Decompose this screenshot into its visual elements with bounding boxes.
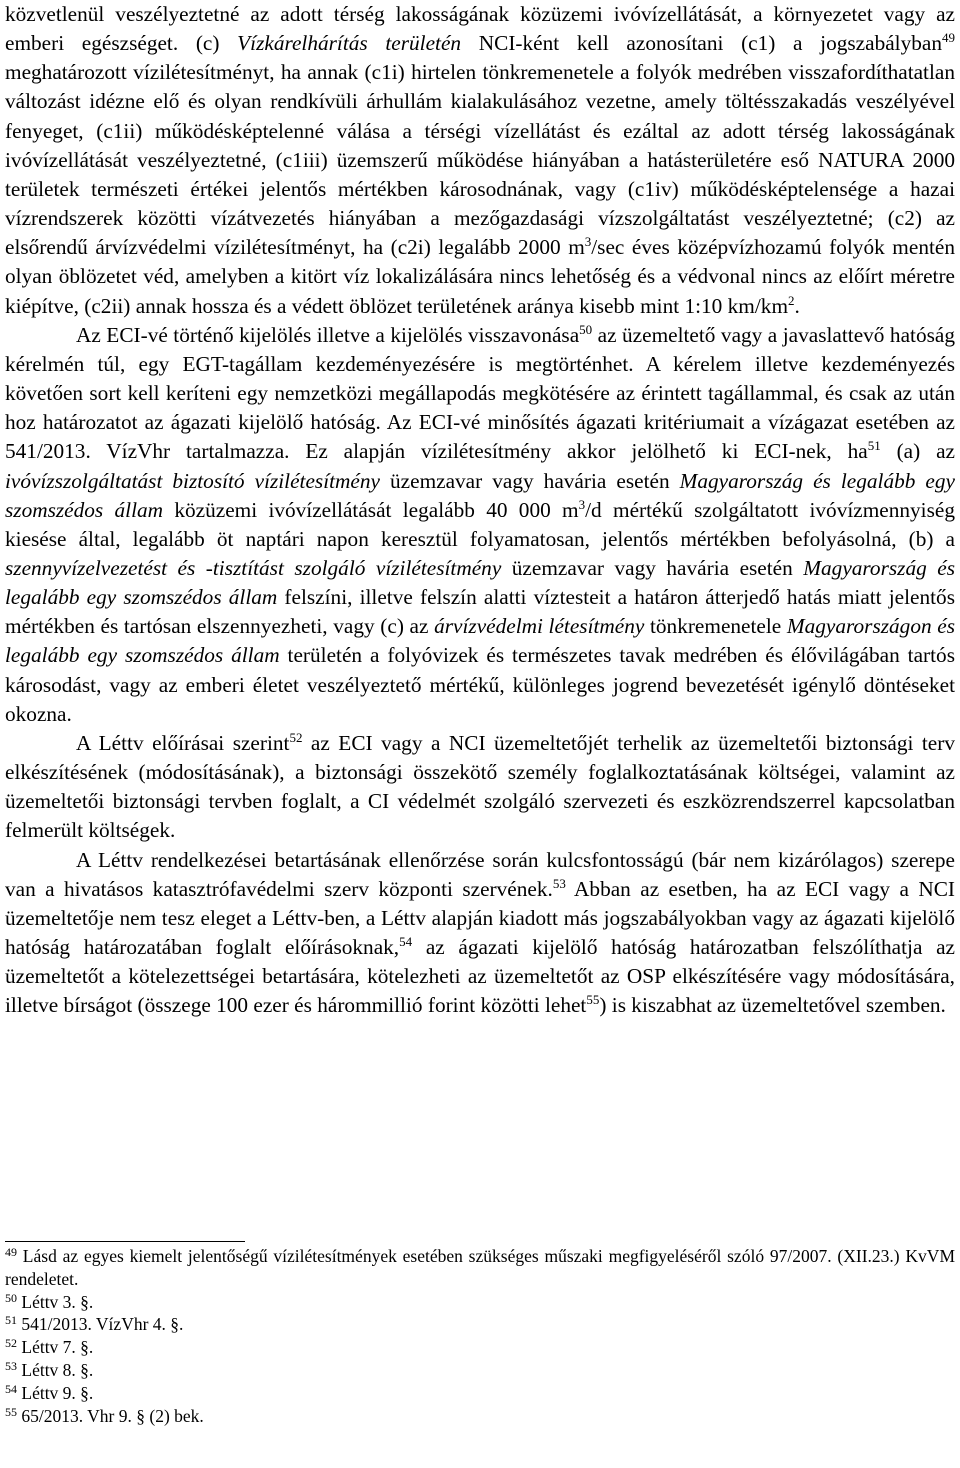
italic-text: Magyarország és legalább egy szomszédos állam — [5, 468, 955, 522]
italic-text: Magyarország és legalább egy szomszédos állam — [5, 555, 955, 610]
footnotes — [5, 1241, 955, 1427]
italic-text: árvízvédelmi létesítmény — [434, 614, 645, 639]
footnote-item — [5, 1313, 955, 1336]
footnote-list — [5, 1245, 955, 1427]
text-run: közvetlenül veszélyeztetné az adott térség lakosságának közüzemi ivóvízellátását, a környezetet vagy az emberi egészséget. (c) — [5, 2, 955, 56]
footnote-number: 53 — [5, 1358, 17, 1373]
footnote-ref: 55 — [586, 992, 600, 1008]
text-run: üzemzavar vagy havária esetén — [501, 555, 804, 580]
text-run: az ágazati kijelölő hatóság határozatban felszólíthatja az üzemeltetőt a kötelezettségei betartására, kötelezheti az üzemeltetőt az OSP elkészítésére vagy módosítására, illetve bírságot (összege 100 ezer és hárommillió forint közötti lehet — [5, 935, 956, 1018]
text-run: területén a folyóvizek és természetes tavak medrében és élővilágában tartós károsodást, vagy az emberi életet veszélyeztető mértékű, különleges jogrend bevezetését igénylő döntéseket okozna. — [5, 643, 955, 726]
footnote-ref: 2 — [788, 292, 795, 308]
text-run: ) is kiszabhat az üzemeltetővel szemben. — [599, 993, 946, 1018]
footnote-ref: 51 — [867, 438, 881, 454]
text-run: . — [794, 293, 800, 318]
text-run: /d mértékű szolgáltatott ivóvízmennyiség kiesése által, legalább öt naptári napon keresztül folyamatosan, jelentős mértékben befolyásolná, (b) a — [5, 497, 955, 551]
text-run: Abban az esetben, ha az ECI vagy a NCI üzemeltetője nem tesz eleget a Léttv-ben, a Léttv alapján kiadott más jogszabályokban vagy az ágazati kijelölő hatóság határozatában foglalt előírásoknak, — [5, 876, 955, 959]
italic-text: Vízkárelhárítás területén — [237, 31, 462, 56]
paragraph-1 — [5, 0, 955, 321]
footnote-number: 50 — [5, 1290, 17, 1305]
footnote-text: 541/2013. VízVhr 4. §. — [17, 1314, 184, 1335]
footnote-ref: 3 — [578, 496, 586, 512]
italic-text: ivóvízszolgáltatást biztosító vízilétesítmény — [5, 468, 380, 493]
text-run: az ECI vagy a NCI üzemeltetőjét terhelik az üzemeltetői biztonsági terv elkészítésének (módosításának), a biztonsági összekötő személy foglalkoztatásának költségei, valamint az üzemeltetői biztonsági tervben foglalt, a CI védelmét szolgáló szervezeti és eszközrendszerrel kapcsolatban felmerült költségek. — [5, 730, 956, 843]
text-run: A Léttv rendelkezései betartásának ellenőrzése során kulcsfontosságú (bár nem kizárólagos) szerepe van a hivatásos katasztrófavédelmi szerv központi szervének. — [5, 847, 955, 901]
italic-text: szennyvízelvezetést és -tisztítást szolgáló vízilétesítmény — [5, 555, 502, 580]
text-run: felszíni, illetve felszín alatti víztesteit a határon átterjedő hatás miatt jelentős mértékben és tartósan elszennyezheti, vagy (c) az — [5, 585, 955, 639]
footnote-separator — [5, 1241, 245, 1242]
paragraph-2 — [5, 321, 955, 729]
footnote-text: Lásd az egyes kiemelt jelentőségű vízilétesítmények esetében szükséges műszaki megfigyeléséről szóló 97/2007. (XII.23.) KvVM rendeletet. — [5, 1246, 955, 1289]
footnote-ref: 3 — [584, 234, 592, 250]
footnote-item — [5, 1291, 955, 1314]
footnote-number: 49 — [5, 1245, 17, 1259]
footnote-text: Léttv 8. §. — [17, 1359, 94, 1380]
text-run: (a) az — [880, 439, 955, 464]
footnote-item — [5, 1359, 955, 1382]
footnote-item — [5, 1405, 955, 1428]
text-run: /sec éves középvízhozamú folyók mentén olyan öblözetet véd, amelyben a kitört víz lokalizálására nincs lehetőség és a védvonal nincs az előírt méretre kiépítve, (c2ii) annak hossza és a védett öblözet területének aránya kisebb mint 1:10 km/km — [5, 235, 955, 318]
paragraph-3 — [5, 729, 955, 846]
text-run: A Léttv előírásai szerint — [76, 730, 290, 755]
text-run: Az ECI-vé történő kijelölés illetve a kijelölés visszavonása — [76, 322, 580, 347]
footnote-number: 52 — [5, 1336, 17, 1351]
footnote-number: 51 — [5, 1313, 17, 1328]
document-body — [5, 0, 955, 1020]
footnote-item — [5, 1245, 955, 1291]
text-run: közüzemi ivóvízellátását legalább 40 000 m — [163, 497, 579, 522]
footnote-number: 55 — [5, 1404, 17, 1419]
text-run: tönkremenetele — [644, 614, 787, 639]
footnote-number: 54 — [5, 1381, 17, 1396]
footnote-text: 65/2013. Vhr 9. § (2) bek. — [17, 1405, 204, 1426]
text-run: meghatározott vízilétesítményt, ha annak (c1i) hirtelen tönkremenetele a folyók medrében visszafordíthatatlan változást idézne elő és olyan rendkívüli árhullám kialakulásához vezetne, amely töltésszakadás veszélyével fenyeget, (c1ii) működésképtelenné válása a térségi vízellátást és ezáltal az adott térség lakosságának ivóvízellátását veszélyeztetné, (c1iii) üzemszerű működése hiányában a hatásterületére eső NATURA 2000 területek természeti értékei jelentős mértékben károsodnának, vagy (c1iv) működésképtelensége a hazai vízrendszerek közötti vízátvezetés hiányában a mezőgazdasági vízszolgáltatást veszélyeztetné; (c2) az elsőrendű árvízvédelmi vízilétesítményt, ha (c2i) legalább 2000 m — [5, 60, 955, 260]
footnote-text: Léttv 7. §. — [17, 1337, 94, 1358]
text-run: az üzemeltető vagy a javaslattevő hatóság kérelmén túl, egy EGT-tagállam kezdeményezésére is megtörténhet. A kérelem illetve kezdeményezés követően sort kell keríteni egy nemzetközi megállapodás megkötésére az érintett tagállammal, és csak az után hoz határozatot az ágazati kijelölő hatóság. Az ECI-vé minősítés ágazati kritériumait a vízágazat esetében az 541/2013. VízVhr tartalmazza. Ez alapján vízilétesítmény akkor jelölhető ki ECI-nek, ha — [5, 322, 955, 464]
footnote-ref: 52 — [289, 729, 303, 745]
italic-text: Magyarországon és legalább egy szomszédos állam — [5, 614, 956, 668]
footnote-ref: 50 — [579, 321, 593, 337]
footnote-ref: 53 — [552, 875, 566, 891]
text-run: NCI-ként kell azonosítani (c1) a jogszabályban — [461, 31, 942, 56]
text-run: üzemzavar vagy havária esetén — [379, 468, 680, 493]
footnote-item — [5, 1382, 955, 1405]
footnote-ref: 54 — [399, 934, 413, 949]
paragraph-4 — [5, 846, 955, 1021]
footnote-ref: 49 — [942, 30, 955, 46]
footnote-item — [5, 1336, 955, 1359]
footnote-text: Léttv 9. §. — [17, 1382, 94, 1403]
footnote-text: Léttv 3. §. — [17, 1291, 94, 1312]
